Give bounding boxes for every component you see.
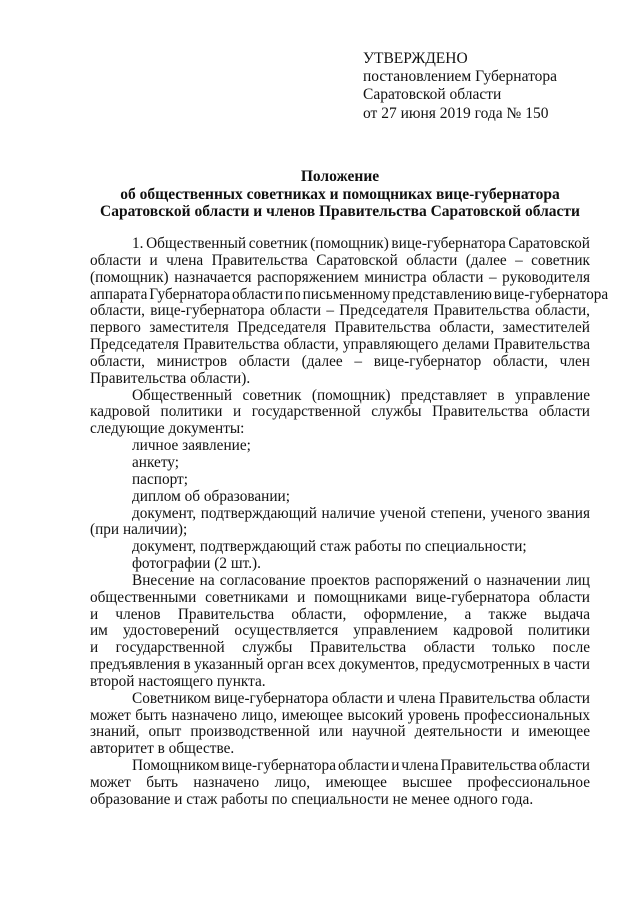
text-line: Помощником вице-губернатора области и члена Правительства области xyxy=(132,757,590,775)
paragraph xyxy=(90,489,590,506)
text-line: и членов Правительства области, оформление, а также выдача xyxy=(90,605,590,623)
text-line-row xyxy=(90,303,590,320)
text-line: общественными советниками и помощниками вице-губернатора области xyxy=(90,588,590,606)
text-line: аппарата Губернатора области по письменному представлению вице-губернатора xyxy=(90,285,609,303)
paragraph xyxy=(90,388,590,439)
paragraph xyxy=(90,539,590,556)
text-line-row xyxy=(90,388,590,405)
paragraph xyxy=(90,438,590,455)
document-title xyxy=(40,168,640,221)
text-line-row xyxy=(90,472,590,489)
approval-stamp xyxy=(363,50,557,123)
text-line-row xyxy=(90,354,590,371)
text-line: анкету; xyxy=(132,453,179,471)
title-line: об общественных советниках и помощниках вице-губернатора xyxy=(120,185,560,203)
text-line: (при наличии); xyxy=(90,521,188,539)
paragraph xyxy=(90,506,590,540)
paragraph xyxy=(90,556,590,573)
text-line-row xyxy=(90,506,590,523)
text-line-row xyxy=(90,623,590,640)
text-line-row xyxy=(90,674,590,691)
text-line-row xyxy=(90,792,590,809)
text-line: документ, подтверждающий наличие ученой степени, ученого звания xyxy=(132,504,590,522)
text-line-row xyxy=(90,539,590,556)
text-line-row xyxy=(90,285,609,304)
text-line-row xyxy=(90,270,590,287)
text-line: области и члена Правительства Саратовской области (далее – советник xyxy=(90,251,590,269)
text-line: им удостоверений осуществляется управлением кадровой политики xyxy=(90,622,590,640)
text-line: знаний, опыт производственной или научной деятельности и имеющее xyxy=(90,723,590,741)
text-line: Советником вице-губернатора области и члена Правительства области xyxy=(132,689,590,707)
text-line-row xyxy=(90,590,590,607)
approval-line: Саратовской области xyxy=(363,86,502,104)
text-line: следующие документы: xyxy=(90,420,245,438)
text-line: паспорт; xyxy=(132,470,188,488)
text-line-row xyxy=(90,657,590,674)
approval-date: от 27 июня 2019 года № 150 xyxy=(363,104,549,122)
text-line-row xyxy=(90,724,590,741)
text-line: авторитет в обществе. xyxy=(90,740,235,758)
text-line: области, вице-губернатора области – Председателя Правительства области, xyxy=(90,302,590,320)
text-line: фотографии (2 шт.). xyxy=(132,555,261,573)
text-line-row xyxy=(90,758,590,775)
paragraph xyxy=(90,758,590,809)
text-line-row xyxy=(90,320,590,337)
text-line: (помощник) назначается распоряжением министра области – руководителя xyxy=(90,268,590,286)
text-line-row xyxy=(90,741,590,758)
text-line: кадровой политики и государственной службы Правительства области xyxy=(90,403,590,421)
paragraph xyxy=(90,691,590,758)
text-line: Правительства области). xyxy=(90,369,251,387)
title-line: Саратовской области и членов Правительства Саратовской области xyxy=(100,203,580,220)
text-line-row xyxy=(90,691,590,708)
text-line-row xyxy=(90,438,590,455)
text-line-row xyxy=(90,253,590,270)
approval-line: постановлением Губернатора xyxy=(363,68,558,86)
text-line-row xyxy=(90,489,590,506)
text-line: может быть назначено лицо, имеющее высокий уровень профессиональных xyxy=(90,706,590,724)
text-line-row xyxy=(90,522,590,539)
text-line: личное заявление; xyxy=(132,437,251,455)
text-line: 1. Общественный советник (помощник) вице-губернатора Саратовской xyxy=(132,235,590,252)
text-line-row xyxy=(90,337,590,354)
text-line: области, министров области (далее – вице-губернатор области, член xyxy=(90,352,590,370)
text-line-row xyxy=(90,371,590,388)
text-line: первого заместителя Председателя Правительства области, заместителей xyxy=(90,319,590,337)
text-line: и государственной службы Правительства области только после xyxy=(90,639,590,657)
text-line: Председателя Правительства области, управляющего делами Правительства xyxy=(90,336,590,354)
text-line-row xyxy=(90,708,590,725)
text-line: предъявления в указанный орган всех документов, предусмотренных в части xyxy=(90,656,590,674)
text-line: Внесение на согласование проектов распоряжений о назначении лиц xyxy=(132,571,590,589)
text-line-row xyxy=(90,236,590,253)
document-body xyxy=(90,235,609,809)
text-line: образование и стаж работы по специальности не менее одного года. xyxy=(90,790,534,808)
paragraph xyxy=(90,455,590,472)
text-line-row xyxy=(90,404,590,421)
text-line-row xyxy=(90,640,590,657)
text-line: документ, подтверждающий стаж работы по специальности; xyxy=(132,538,527,556)
text-line-row xyxy=(90,556,590,573)
text-line: может быть назначено лицо, имеющее высшее профессиональное xyxy=(90,774,590,791)
text-line: Общественный советник (помощник) представляет в управление xyxy=(132,386,590,404)
text-line-row xyxy=(90,607,590,624)
title-line: Положение xyxy=(300,168,380,185)
text-line-row xyxy=(90,573,590,590)
text-line-row xyxy=(90,421,590,438)
paragraph xyxy=(90,573,590,691)
text-line: диплом об образовании; xyxy=(132,487,290,505)
text-line-row xyxy=(90,455,590,472)
text-line-row xyxy=(90,775,590,792)
paragraph xyxy=(90,235,609,388)
paragraph xyxy=(90,472,590,489)
text-line: второй настоящего пункта. xyxy=(90,672,266,690)
approval-label: УТВЕРЖДЕНО xyxy=(363,50,468,67)
